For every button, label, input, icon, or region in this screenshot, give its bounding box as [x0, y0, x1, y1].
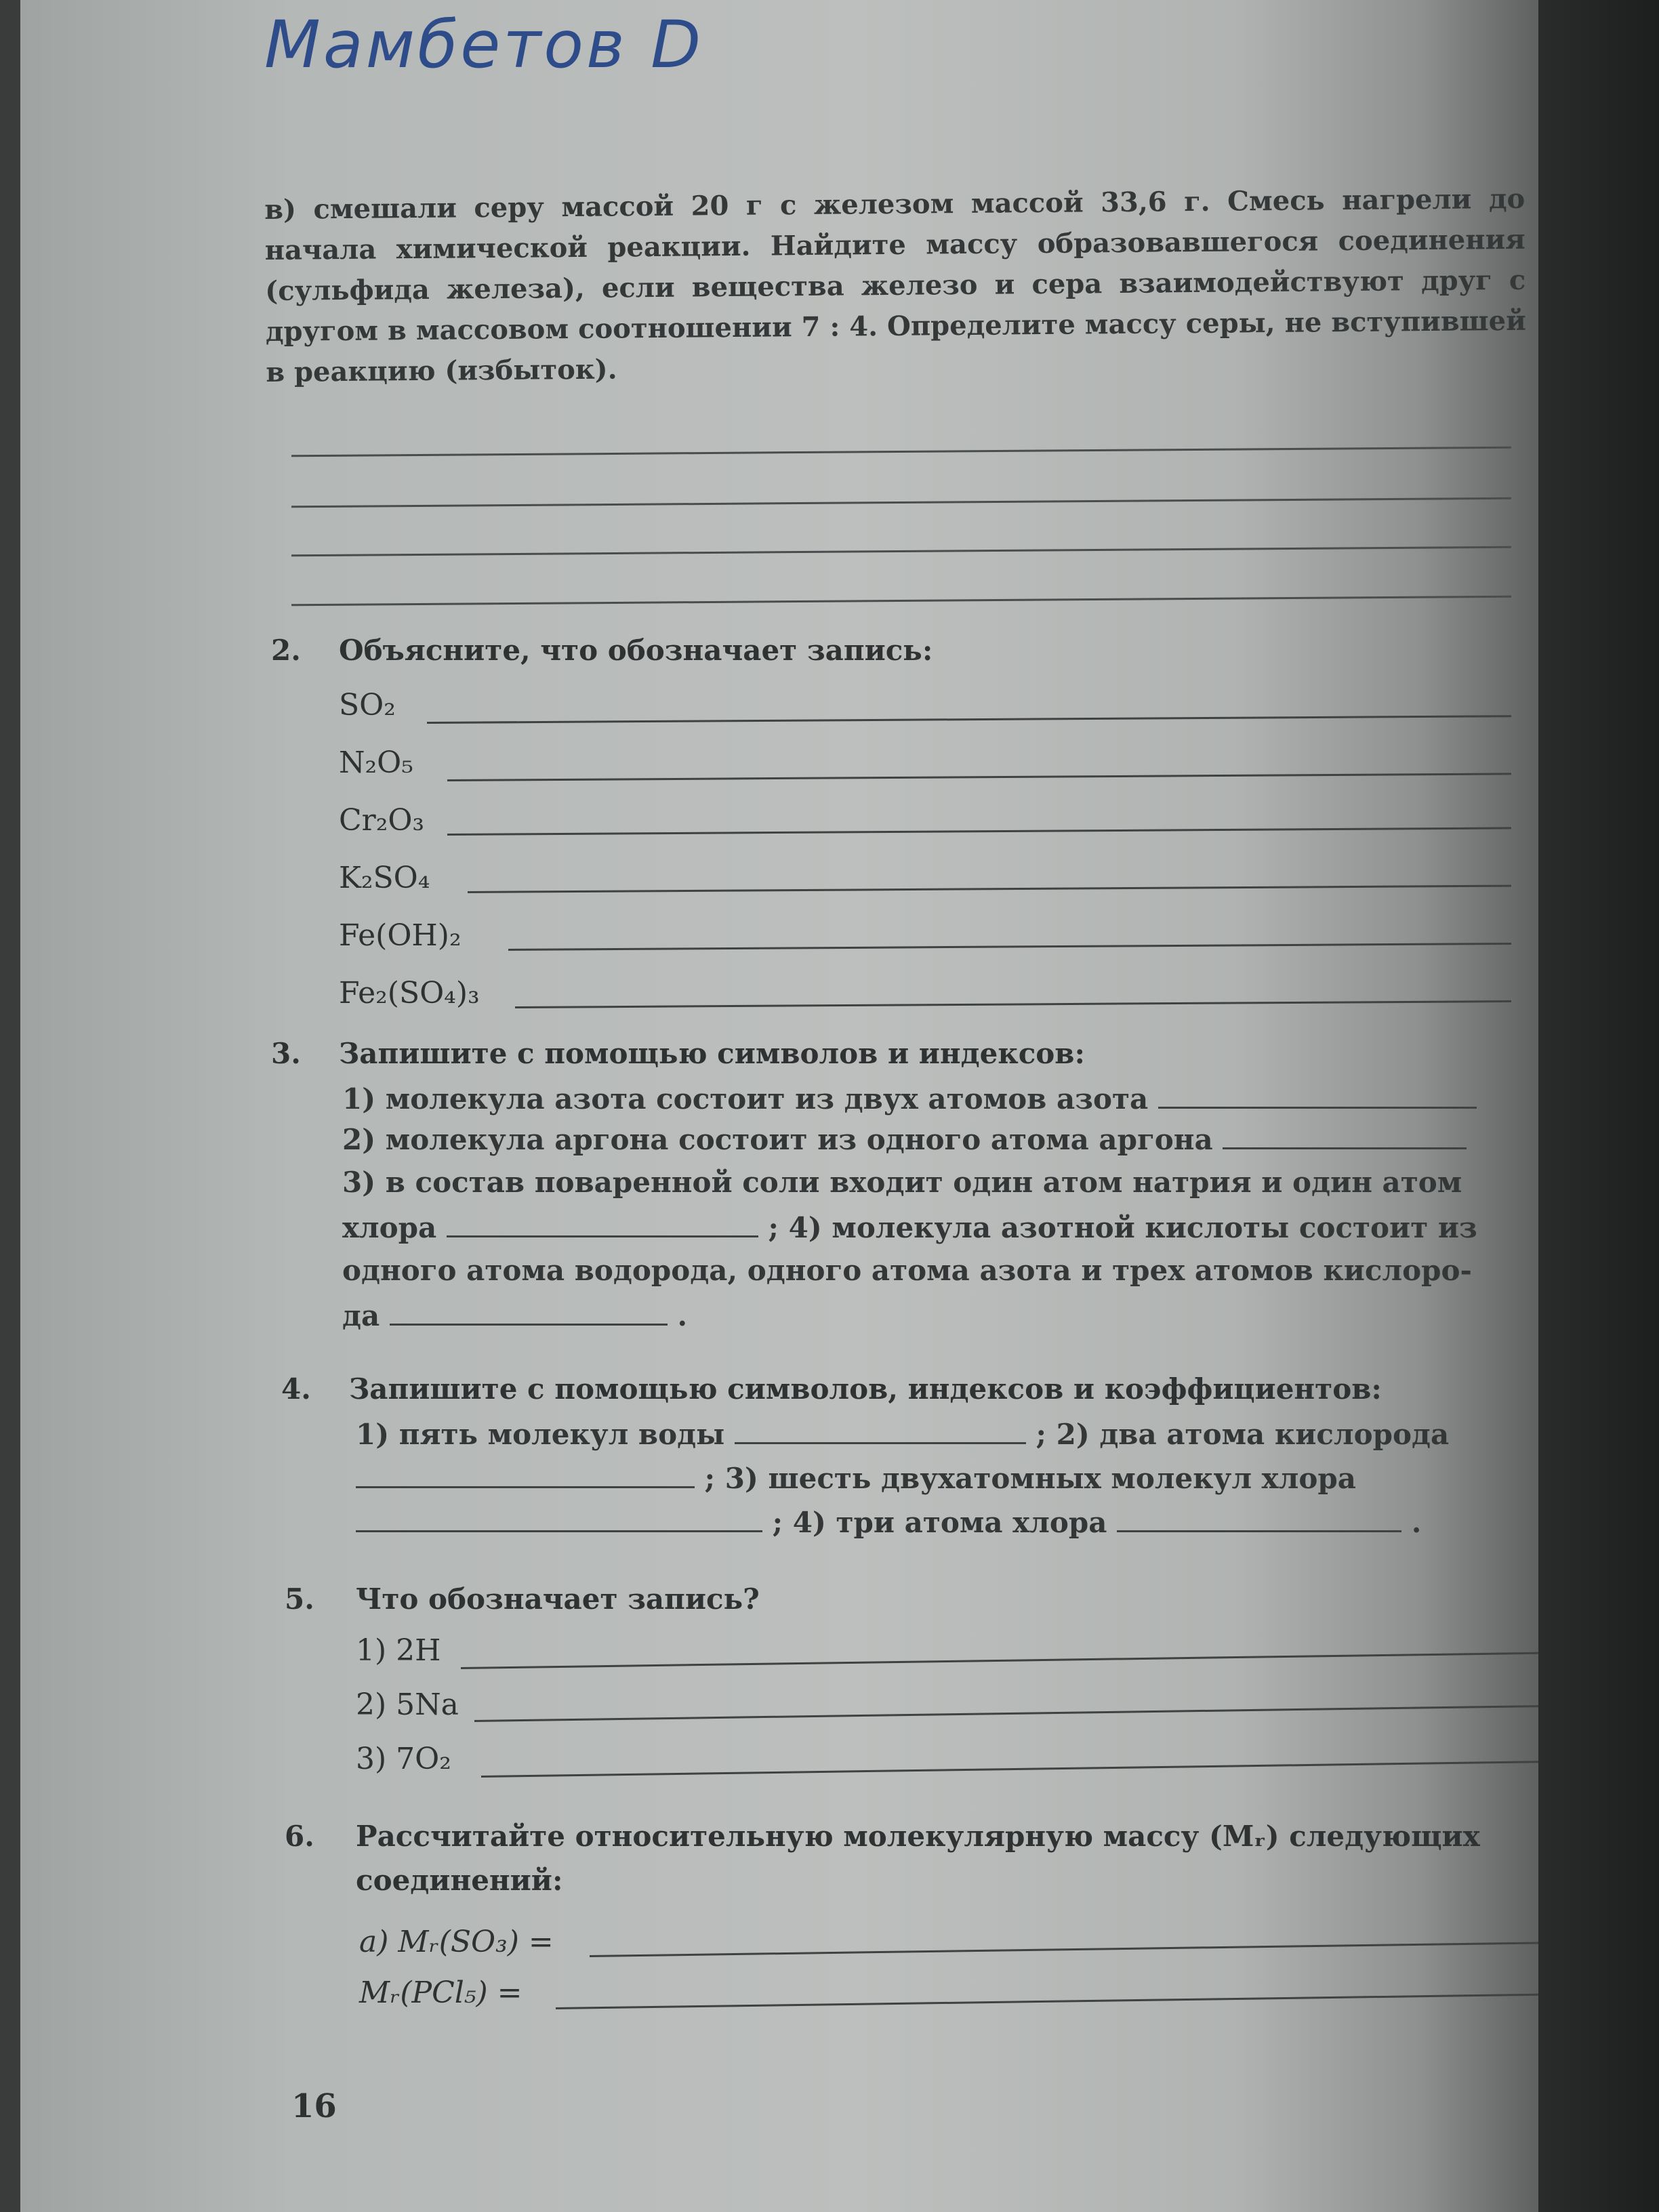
- q3-item-3: 3) в состав поваренной соли входит один атом натрия и один атом: [342, 1166, 1462, 1199]
- answer-blank: [1117, 1504, 1401, 1532]
- question-3-number: 3.: [271, 1037, 301, 1070]
- answer-line: [590, 1942, 1538, 1957]
- question-4-title: Запишите с помощью символов, индексов и коэффициентов:: [349, 1372, 1382, 1406]
- page-number: 16: [291, 2087, 337, 2125]
- answer-blank: [447, 1210, 758, 1237]
- answer-blank: [390, 1298, 668, 1326]
- answer-line: [291, 546, 1511, 557]
- question-6-title: Рассчитайте относительную молекулярную массу (Mᵣ) следующих: [356, 1820, 1480, 1853]
- question-3-title: Запишите с помощью символов и индексов:: [339, 1037, 1085, 1070]
- q4-item-2: ; 2) два атома кислорода: [1036, 1418, 1450, 1451]
- q4-item-1: 1) пять молекул воды: [356, 1418, 725, 1451]
- answer-line: [461, 1652, 1538, 1669]
- q5-item-5na: 2) 5Na: [356, 1687, 459, 1722]
- q4-item-3: ; 3) шесть двухатомных молекул хлора: [704, 1462, 1356, 1495]
- workbook-page: [20, 0, 1538, 2212]
- formula-k2so4: K₂SO₄: [339, 861, 430, 895]
- answer-blank: [1158, 1081, 1477, 1109]
- q3-line-3: [342, 1166, 1462, 1199]
- q5-item-2h: 1) 2H: [356, 1633, 441, 1668]
- q4-line-1: [356, 1416, 1449, 1451]
- formula-cr2o3: Cr₂O₃: [339, 803, 425, 838]
- q4-line-2: [356, 1460, 1356, 1495]
- answer-blank: [356, 1504, 762, 1532]
- answer-line: [291, 497, 1511, 508]
- q3-line-5: [342, 1254, 1472, 1287]
- question-5-title: Что обозначает запись?: [356, 1582, 760, 1616]
- question-6-title-cont: соединений:: [356, 1864, 563, 1897]
- answer-line: [291, 447, 1511, 457]
- q3-item-4-end: да: [342, 1299, 380, 1332]
- q6-item-a: а) Mᵣ(SO₃) =: [359, 1925, 554, 1959]
- q3-line-6: да .: [342, 1299, 688, 1332]
- answer-line: [291, 596, 1511, 607]
- answer-line: [447, 827, 1511, 836]
- question-2-title: Объясните, что обозначает запись:: [339, 634, 933, 667]
- q3-item-1: 1) молекула азота состоит из двух атомов азота: [342, 1082, 1149, 1115]
- handwritten-name: Мамбетов D: [264, 7, 704, 83]
- answer-line: [481, 1761, 1538, 1778]
- formula-n2o5: N₂O₅: [339, 745, 413, 780]
- answer-line: [515, 1000, 1511, 1008]
- question-2-number: 2.: [271, 634, 301, 667]
- answer-line: [468, 885, 1511, 893]
- q3-item-4: ; 4) молекула азотной кислоты состоит из: [768, 1211, 1477, 1244]
- answer-line: [427, 715, 1511, 724]
- formula-so2: SO₂: [339, 688, 396, 722]
- answer-blank: [356, 1460, 695, 1488]
- q3-line-1: [342, 1081, 1477, 1115]
- question-4-number: 4.: [281, 1372, 311, 1406]
- question-5-number: 5.: [285, 1582, 314, 1616]
- q3-item-4-cont: одного атома водорода, одного атома азота и трех атомов кислоро-: [342, 1254, 1472, 1287]
- answer-blank: [735, 1416, 1026, 1444]
- q3-line-4: [342, 1210, 1477, 1244]
- q4-item-4: ; 4) три атома хлора: [772, 1506, 1107, 1539]
- question-6-number: 6.: [285, 1820, 314, 1853]
- answer-line: [474, 1705, 1538, 1722]
- task-1v-text: в) смешали серу массой 20 г с железом массой 33,6 г. Смесь нагрели до начала химической реакции. Найдите массу образовавшегося соединения (сульфида железа), если вещества железо и сера взаимодействуют друг с другом в массовом соотношении 7 : 4. Определите массу серы, не вступившей в реакцию (избыток).: [264, 182, 1526, 388]
- formula-fe2so43: Fe₂(SO₄)₃: [339, 976, 480, 1010]
- q6-item-b: Mᵣ(PCl₅) =: [359, 1975, 523, 2010]
- formula-feoh2: Fe(OH)₂: [339, 918, 462, 953]
- answer-line: [556, 1994, 1538, 2009]
- answer-line: [508, 943, 1511, 951]
- q3-item-2: 2) молекула аргона состоит из одного атома аргона: [342, 1123, 1213, 1156]
- q5-item-7o2: 3) 7O₂: [356, 1742, 451, 1776]
- q3-line-2: [342, 1122, 1467, 1156]
- answer-blank: [1223, 1122, 1467, 1149]
- book-spine-shadow: [1538, 0, 1659, 2212]
- q4-line-3: ; 4) три атома хлора .: [356, 1504, 1421, 1539]
- answer-line: [447, 773, 1511, 781]
- q3-item-3-end: хлора: [342, 1211, 437, 1244]
